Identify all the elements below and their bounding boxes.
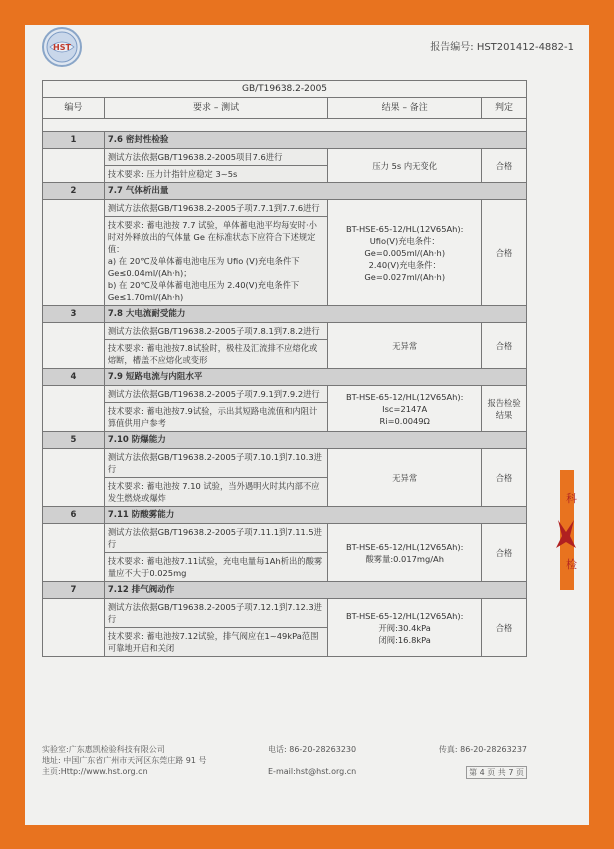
section-code: 7.9 [107,372,123,382]
col-header-verdict: 判定 [482,98,527,119]
section-name: 排气阀动作 [131,585,175,595]
section-title [104,507,526,524]
result-line: Ri=0.0049Ω [379,415,430,426]
result-cell [328,599,482,657]
footer-lab: 实验室:广东惠凯检验科技有限公司 [42,745,165,754]
technical-requirement [104,403,328,432]
verdict-cell: 合格 [482,200,527,306]
verdict-cell: 合格 [482,524,527,582]
section-title [104,183,526,200]
test-results-table [42,80,527,657]
requirement-line: 技术要求: 蓄电池按 7.10 试验，当外遇明火时其内部不应发生燃烧或爆炸 [107,481,320,503]
empty-cell [43,599,105,657]
empty-cell [43,323,105,369]
result-cell [328,323,482,369]
empty-cell [43,449,105,507]
section-number: 5 [43,432,105,449]
section-number: 3 [43,306,105,323]
verdict-cell: 报告检验结果 [482,386,527,432]
section-number: 7 [43,582,105,599]
requirement-line: b) 在 20℃及单体蓄电池电压为 2.40(V)充电条件下 Ge≤1.70ml/(Ah·h) [107,280,300,302]
test-method: 测试方法依据GB/T19638.2-2005子项7.8.1到7.8.2进行 [104,323,328,340]
report-number: 报告编号: HST201412-4882-1 [430,42,574,53]
section-title [104,132,526,149]
stamp-fragment [546,470,582,590]
test-method: 测试方法依据GB/T19638.2-2005子项7.11.1到7.11.5进行 [104,524,328,553]
section-code: 7.12 [107,585,129,595]
section-code: 7.11 [107,510,129,520]
standard-title: GB/T19638.2-2005 [43,81,527,98]
requirement-line: 技术要求: 蓄电池按7.12试验，排气阀应在1~49kPa范围可靠地开启和关闭 [107,631,319,653]
test-method: 测试方法依据GB/T19638.2-2005子项7.7.1到7.7.6进行 [104,200,328,217]
test-method: 测试方法依据GB/T19638.2-2005子项7.9.1到7.9.2进行 [104,386,328,403]
section-name: 短路电流与内阻水平 [125,372,203,382]
result-line: 压力 5s 内无变化 [372,160,438,171]
result-line: BT-HSE-65-12/HL(12V65Ah): [345,223,464,234]
result-cell [328,149,482,183]
result-line: Ufio(V)充电条件： [369,235,440,246]
empty-cell [43,386,105,432]
section-title [104,432,526,449]
svg-text:检: 检 [566,558,577,571]
section-number: 2 [43,183,105,200]
result-line: BT-HSE-65-12/HL(12V65Ah): [345,391,464,402]
result-line: Isc=2147A [382,403,428,414]
result-line: BT-HSE-65-12/HL(12V65Ah): [345,610,464,621]
section-name: 大电流耐受能力 [125,309,186,319]
col-header-requirement: 要求 – 测试 [104,98,328,119]
page-number: 第 4 页 共 7 页 [466,766,527,779]
verdict-cell: 合格 [482,449,527,507]
requirement-line: 技术要求: 蓄电池按 7.7 试验，单体蓄电池平均每安时·小时对外释放出的气体量 Ge 在标准状态下应符合下述规定值： [107,220,317,254]
requirement-line: 技术要求: 蓄电池按7.8试验时，极柱及汇流排不应熔化或熔断，槽盖不应熔化或变形 [107,343,318,365]
result-cell [328,386,482,432]
requirement-line: a) 在 20℃及单体蓄电池电压为 Ufio (V)充电条件下 Ge≤0.04ml/(Ah·h)； [107,256,300,278]
col-header-result: 结果 – 备注 [328,98,482,119]
section-number: 6 [43,507,105,524]
footer-phone: 电话: 86-20-28263230 [268,745,357,754]
section-number: 1 [43,132,105,149]
requirement-line: 技术要求: 压力计指针应稳定 3~5s [107,169,238,179]
test-method: 测试方法依据GB/T19638.2-2005子项7.12.1到7.12.3进行 [104,599,328,628]
result-line: 无异常 [392,472,418,483]
empty-cell [43,149,105,183]
result-line: 酸雾量:0.017mg/Ah [365,553,444,564]
result-cell [328,449,482,507]
empty-cell [43,524,105,582]
verdict-cell: 合格 [482,323,527,369]
svg-text:HST: HST [53,43,71,52]
test-method: 测试方法依据GB/T19638.2-2005子项7.10.1到7.10.3进行 [104,449,328,478]
footer-email[interactable]: E-mail:hst@hst.org.cn [268,767,357,776]
section-name: 密封性检验 [125,135,169,145]
section-number: 4 [43,369,105,386]
section-name: 防爆能力 [131,435,166,445]
section-code: 7.6 [107,135,123,145]
hst-logo [42,27,82,67]
technical-requirement [104,553,328,582]
test-method: 测试方法依据GB/T19638.2-2005项目7.6进行 [104,149,328,166]
section-code: 7.7 [107,186,123,196]
spacer-row [43,119,527,132]
result-line: BT-HSE-65-12/HL(12V65Ah): [345,541,464,552]
technical-requirement [104,478,328,507]
technical-requirement [104,340,328,369]
result-cell [328,524,482,582]
result-cell [328,200,482,306]
section-code: 7.10 [107,435,129,445]
footer-homepage[interactable]: 主页:Http://www.hst.org.cn [42,767,148,776]
section-name: 气体析出量 [125,186,169,196]
empty-cell [43,200,105,306]
result-line: 开阀:30.4kPa [378,622,431,633]
result-line: Ge=0.027ml/(Ah·h) [364,271,446,282]
result-line: 闭阀:16.8kPa [378,634,431,645]
result-line: 2.40(V)充电条件： [368,259,441,270]
footer-fax: 传真: 86-20-28263237 [438,745,527,754]
technical-requirement [104,166,328,183]
footer [42,744,527,777]
section-title [104,369,526,386]
result-line: 无异常 [392,340,418,351]
verdict-cell: 合格 [482,149,527,183]
technical-requirement [104,628,328,657]
col-header-no: 编号 [43,98,105,119]
section-name: 防酸雾能力 [131,510,175,520]
section-title [104,306,526,323]
requirement-line: 技术要求: 蓄电池按7.11试验，充电电量每1Ah析出的酸雾量应不大于0.025mg [107,556,323,578]
requirement-line: 技术要求: 蓄电池按7.9试验，示出其短路电流值和内阻计算值供用户参考 [107,406,318,428]
verdict-cell: 合格 [482,599,527,657]
footer-address: 地址: 中国广东省广州市天河区东莞庄路 91 号 [42,756,207,765]
svg-text:科: 科 [566,492,577,505]
section-title [104,582,526,599]
result-line: Ge=0.005ml/(Ah·h) [364,247,446,258]
technical-requirement [104,217,328,306]
section-code: 7.8 [107,309,123,319]
